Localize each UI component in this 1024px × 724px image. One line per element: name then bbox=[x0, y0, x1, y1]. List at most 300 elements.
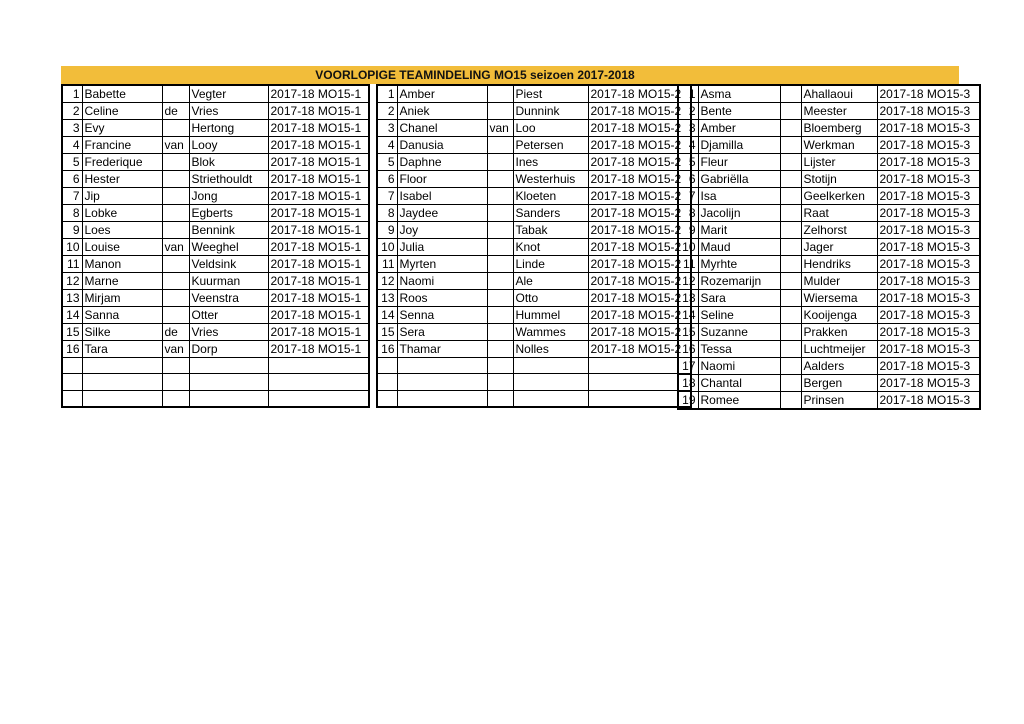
first-name: Babette bbox=[82, 85, 162, 103]
row-number: 4 bbox=[678, 137, 698, 154]
last-name: Hummel bbox=[513, 307, 588, 324]
name-prefix bbox=[162, 85, 189, 103]
first-name: Djamilla bbox=[698, 137, 780, 154]
team-name: 2017-18 MO15-3 bbox=[877, 273, 980, 290]
row-number bbox=[377, 358, 397, 374]
team-name: 2017-18 MO15-1 bbox=[268, 120, 369, 137]
team-name: 2017-18 MO15-1 bbox=[268, 307, 369, 324]
table-row bbox=[62, 307, 369, 324]
first-name: Marne bbox=[82, 273, 162, 290]
last-name: Geelkerken bbox=[801, 188, 877, 205]
name-prefix: van bbox=[487, 120, 513, 137]
last-name: Veldsink bbox=[189, 256, 268, 273]
first-name: Romee bbox=[698, 392, 780, 410]
row-number: 1 bbox=[387, 87, 395, 101]
name-prefix bbox=[780, 154, 801, 171]
name-prefix bbox=[487, 137, 513, 154]
table-row bbox=[678, 154, 980, 171]
first-name: Naomi bbox=[698, 358, 780, 375]
table-row bbox=[377, 137, 691, 154]
table-row bbox=[62, 205, 369, 222]
name-prefix bbox=[162, 222, 189, 239]
row-number: 11 bbox=[678, 256, 698, 273]
row-number: 4 bbox=[62, 137, 82, 154]
table-row bbox=[62, 374, 369, 390]
table-row bbox=[377, 154, 691, 171]
row-number: 11 bbox=[62, 256, 82, 273]
name-prefix bbox=[487, 358, 513, 374]
first-name: Sara bbox=[698, 290, 780, 307]
table-row bbox=[62, 324, 369, 341]
name-prefix: de bbox=[162, 324, 189, 341]
name-prefix bbox=[780, 324, 801, 341]
row-number: 12 bbox=[62, 273, 82, 290]
table-row bbox=[678, 103, 980, 120]
name-prefix bbox=[162, 358, 189, 374]
name-prefix: van bbox=[162, 239, 189, 256]
last-name: Ahallaoui bbox=[801, 85, 877, 103]
table-row bbox=[678, 290, 980, 307]
team-name: 2017-18 MO15-2 bbox=[588, 103, 691, 120]
first-name: Senna bbox=[397, 307, 487, 324]
row-number: 10 bbox=[62, 239, 82, 256]
team-name: 2017-18 MO15-2 bbox=[588, 137, 691, 154]
name-prefix bbox=[162, 154, 189, 171]
name-prefix bbox=[780, 85, 801, 103]
first-name: Fleur bbox=[698, 154, 780, 171]
table-row bbox=[377, 358, 691, 374]
team-name: 2017-18 MO15-1 bbox=[268, 85, 369, 103]
name-prefix bbox=[162, 390, 189, 406]
table-row bbox=[62, 171, 369, 188]
last-name: Aalders bbox=[801, 358, 877, 375]
page-title: VOORLOPIGE TEAMINDELING MO15 seizoen 2017-2018 bbox=[315, 68, 635, 82]
team-name: 2017-18 MO15-2 bbox=[588, 273, 691, 290]
first-name: Jacolijn bbox=[698, 205, 780, 222]
name-prefix bbox=[162, 290, 189, 307]
first-name: Hester bbox=[82, 171, 162, 188]
last-name: Dunnink bbox=[513, 103, 588, 120]
row-number: 11 bbox=[377, 256, 397, 273]
team-name: 2017-18 MO15-1 bbox=[268, 341, 369, 358]
last-name: Wammes bbox=[513, 324, 588, 341]
table-row bbox=[62, 239, 369, 256]
team-name: 2017-18 MO15-1 bbox=[268, 205, 369, 222]
last-name: Stotijn bbox=[801, 171, 877, 188]
table-row bbox=[377, 256, 691, 273]
team-name: 2017-18 MO15-3 bbox=[877, 307, 980, 324]
table-row bbox=[62, 341, 369, 358]
table-row bbox=[678, 324, 980, 341]
last-name: Prinsen bbox=[801, 392, 877, 410]
row-number: 15 bbox=[377, 324, 397, 341]
last-name: Linde bbox=[513, 256, 588, 273]
first-name: Jip bbox=[82, 188, 162, 205]
first-name: Silke bbox=[82, 324, 162, 341]
last-name: Bergen bbox=[801, 375, 877, 392]
last-name: Lijster bbox=[801, 154, 877, 171]
first-name: Isabel bbox=[397, 188, 487, 205]
table-row bbox=[62, 188, 369, 205]
table-row bbox=[62, 290, 369, 307]
team-name: 2017-18 MO15-1 bbox=[268, 137, 369, 154]
table-row bbox=[678, 375, 980, 392]
table-row bbox=[377, 324, 691, 341]
team-name: 2017-18 MO15-2 bbox=[588, 188, 691, 205]
row-number: 1 bbox=[688, 87, 696, 101]
name-prefix bbox=[780, 120, 801, 137]
last-name: Veenstra bbox=[189, 290, 268, 307]
team-table-mo15-2 bbox=[376, 84, 692, 408]
team-name: 2017-18 MO15-2 bbox=[588, 205, 691, 222]
table-row bbox=[62, 154, 369, 171]
row-number: 14 bbox=[678, 307, 698, 324]
first-name: Suzanne bbox=[698, 324, 780, 341]
row-number bbox=[377, 374, 397, 390]
name-prefix bbox=[487, 103, 513, 120]
name-prefix bbox=[487, 171, 513, 188]
name-prefix: de bbox=[162, 103, 189, 120]
last-name bbox=[513, 374, 588, 390]
name-prefix bbox=[487, 188, 513, 205]
first-name: Sanna bbox=[82, 307, 162, 324]
table-row bbox=[678, 85, 980, 103]
last-name bbox=[189, 374, 268, 390]
row-number: 16 bbox=[678, 341, 698, 358]
first-name: Jaydee bbox=[397, 205, 487, 222]
last-name: Hertong bbox=[189, 120, 268, 137]
team-name: 2017-18 MO15-1 bbox=[268, 171, 369, 188]
last-name: Looy bbox=[189, 137, 268, 154]
row-number: 1 bbox=[72, 87, 80, 101]
team-name: 2017-18 MO15-3 bbox=[877, 137, 980, 154]
first-name: Maud bbox=[698, 239, 780, 256]
team-name: 2017-18 MO15-3 bbox=[877, 290, 980, 307]
last-name: Raat bbox=[801, 205, 877, 222]
last-name: Ale bbox=[513, 273, 588, 290]
last-name: Hendriks bbox=[801, 256, 877, 273]
row-number: 5 bbox=[377, 154, 397, 171]
row-number: 6 bbox=[678, 171, 698, 188]
row-number: 13 bbox=[62, 290, 82, 307]
row-number: 14 bbox=[377, 307, 397, 324]
name-prefix bbox=[780, 256, 801, 273]
table-row bbox=[678, 392, 980, 410]
last-name: Knot bbox=[513, 239, 588, 256]
table-row bbox=[377, 390, 691, 406]
row-number: 6 bbox=[62, 171, 82, 188]
team-name: 2017-18 MO15-2 bbox=[588, 85, 691, 103]
table-row bbox=[678, 307, 980, 324]
team-name: 2017-18 MO15-3 bbox=[877, 154, 980, 171]
team-name: 2017-18 MO15-3 bbox=[877, 120, 980, 137]
row-number: 16 bbox=[62, 341, 82, 358]
row-number: 15 bbox=[62, 324, 82, 341]
name-prefix bbox=[780, 341, 801, 358]
table-row bbox=[678, 120, 980, 137]
row-number: 10 bbox=[678, 239, 698, 256]
last-name: Kooijenga bbox=[801, 307, 877, 324]
team-name: 2017-18 MO15-3 bbox=[877, 103, 980, 120]
name-prefix bbox=[162, 188, 189, 205]
last-name: Vries bbox=[189, 324, 268, 341]
table-row bbox=[678, 273, 980, 290]
table-row bbox=[377, 222, 691, 239]
team-name: 2017-18 MO15-1 bbox=[268, 103, 369, 120]
name-prefix bbox=[162, 205, 189, 222]
table-row bbox=[62, 120, 369, 137]
first-name: Louise bbox=[82, 239, 162, 256]
table-row bbox=[62, 85, 369, 103]
row-number: 9 bbox=[62, 222, 82, 239]
first-name: Danusia bbox=[397, 137, 487, 154]
row-number: 8 bbox=[62, 205, 82, 222]
first-name: Amber bbox=[397, 85, 487, 103]
last-name: Bennink bbox=[189, 222, 268, 239]
name-prefix bbox=[487, 290, 513, 307]
row-number: 13 bbox=[377, 290, 397, 307]
last-name: Meester bbox=[801, 103, 877, 120]
first-name: Sera bbox=[397, 324, 487, 341]
team-name: 2017-18 MO15-2 bbox=[588, 307, 691, 324]
table-row bbox=[62, 103, 369, 120]
row-number: 18 bbox=[678, 375, 698, 392]
table-row bbox=[62, 273, 369, 290]
row-number: 3 bbox=[377, 120, 397, 137]
team-name: 2017-18 MO15-3 bbox=[877, 341, 980, 358]
first-name bbox=[397, 374, 487, 390]
row-number: 17 bbox=[678, 358, 698, 375]
team-name: 2017-18 MO15-1 bbox=[268, 188, 369, 205]
table-row bbox=[678, 239, 980, 256]
name-prefix bbox=[487, 256, 513, 273]
table-row bbox=[678, 222, 980, 239]
last-name: Egberts bbox=[189, 205, 268, 222]
first-name: Chantal bbox=[698, 375, 780, 392]
first-name: Mirjam bbox=[82, 290, 162, 307]
row-number bbox=[62, 390, 82, 406]
first-name bbox=[82, 374, 162, 390]
name-prefix bbox=[487, 374, 513, 390]
table-row bbox=[678, 205, 980, 222]
last-name: Vegter bbox=[189, 85, 268, 103]
last-name bbox=[513, 358, 588, 374]
last-name: Dorp bbox=[189, 341, 268, 358]
table-row bbox=[377, 239, 691, 256]
row-number bbox=[62, 374, 82, 390]
name-prefix bbox=[780, 239, 801, 256]
table-row bbox=[678, 358, 980, 375]
last-name: Weeghel bbox=[189, 239, 268, 256]
row-number: 5 bbox=[678, 154, 698, 171]
team-name: 2017-18 MO15-2 bbox=[588, 171, 691, 188]
name-prefix bbox=[487, 273, 513, 290]
name-prefix bbox=[487, 154, 513, 171]
table-row bbox=[377, 188, 691, 205]
team-name bbox=[588, 358, 691, 374]
name-prefix bbox=[162, 273, 189, 290]
first-name: Manon bbox=[82, 256, 162, 273]
first-name: Rozemarijn bbox=[698, 273, 780, 290]
name-prefix bbox=[487, 205, 513, 222]
last-name: Otter bbox=[189, 307, 268, 324]
first-name: Asma bbox=[698, 85, 780, 103]
team-name: 2017-18 MO15-3 bbox=[877, 256, 980, 273]
row-number: 2 bbox=[678, 103, 698, 120]
last-name: Vries bbox=[189, 103, 268, 120]
name-prefix bbox=[487, 324, 513, 341]
last-name: Zelhorst bbox=[801, 222, 877, 239]
first-name: Floor bbox=[397, 171, 487, 188]
team-name: 2017-18 MO15-3 bbox=[877, 392, 980, 410]
first-name: Frederique bbox=[82, 154, 162, 171]
last-name: Striethouldt bbox=[189, 171, 268, 188]
name-prefix bbox=[780, 392, 801, 410]
last-name: Tabak bbox=[513, 222, 588, 239]
row-number: 4 bbox=[377, 137, 397, 154]
team-name: 2017-18 MO15-1 bbox=[268, 222, 369, 239]
last-name: Jager bbox=[801, 239, 877, 256]
row-number: 8 bbox=[678, 205, 698, 222]
team-name: 2017-18 MO15-2 bbox=[588, 341, 691, 358]
team-name: 2017-18 MO15-1 bbox=[268, 239, 369, 256]
row-number: 5 bbox=[62, 154, 82, 171]
name-prefix bbox=[780, 222, 801, 239]
first-name bbox=[82, 358, 162, 374]
first-name: Marit bbox=[698, 222, 780, 239]
row-number: 12 bbox=[678, 273, 698, 290]
row-number: 2 bbox=[62, 103, 82, 120]
last-name: Petersen bbox=[513, 137, 588, 154]
last-name: Piest bbox=[513, 85, 588, 103]
first-name: Tessa bbox=[698, 341, 780, 358]
table-row bbox=[678, 341, 980, 358]
last-name: Bloemberg bbox=[801, 120, 877, 137]
team-name: 2017-18 MO15-2 bbox=[588, 154, 691, 171]
team-name: 2017-18 MO15-3 bbox=[877, 205, 980, 222]
name-prefix bbox=[162, 374, 189, 390]
name-prefix bbox=[780, 171, 801, 188]
table-row bbox=[62, 358, 369, 374]
last-name bbox=[189, 390, 268, 406]
last-name: Nolles bbox=[513, 341, 588, 358]
name-prefix bbox=[780, 375, 801, 392]
name-prefix bbox=[487, 85, 513, 103]
name-prefix bbox=[162, 307, 189, 324]
team-name: 2017-18 MO15-2 bbox=[588, 290, 691, 307]
row-number: 15 bbox=[678, 324, 698, 341]
team-name: 2017-18 MO15-3 bbox=[877, 239, 980, 256]
first-name: Isa bbox=[698, 188, 780, 205]
team-name: 2017-18 MO15-3 bbox=[877, 222, 980, 239]
team-name bbox=[268, 358, 369, 374]
first-name: Joy bbox=[397, 222, 487, 239]
first-name: Myrhte bbox=[698, 256, 780, 273]
table-row bbox=[377, 307, 691, 324]
name-prefix bbox=[780, 188, 801, 205]
last-name: Kloeten bbox=[513, 188, 588, 205]
table-row bbox=[377, 205, 691, 222]
first-name: Lobke bbox=[82, 205, 162, 222]
team-name: 2017-18 MO15-1 bbox=[268, 290, 369, 307]
last-name: Otto bbox=[513, 290, 588, 307]
team-name bbox=[268, 390, 369, 406]
team-name: 2017-18 MO15-3 bbox=[877, 375, 980, 392]
table-row bbox=[62, 390, 369, 406]
row-number bbox=[377, 390, 397, 406]
first-name: Seline bbox=[698, 307, 780, 324]
table-row bbox=[678, 171, 980, 188]
first-name: Evy bbox=[82, 120, 162, 137]
last-name bbox=[513, 390, 588, 406]
team-name bbox=[588, 374, 691, 390]
name-prefix bbox=[162, 256, 189, 273]
last-name: Loo bbox=[513, 120, 588, 137]
first-name: Celine bbox=[82, 103, 162, 120]
first-name: Naomi bbox=[397, 273, 487, 290]
row-number: 7 bbox=[377, 188, 397, 205]
team-table-mo15-3 bbox=[677, 84, 981, 410]
row-number: 9 bbox=[678, 222, 698, 239]
name-prefix bbox=[780, 307, 801, 324]
team-name: 2017-18 MO15-3 bbox=[877, 358, 980, 375]
team-name: 2017-18 MO15-3 bbox=[877, 188, 980, 205]
row-number: 19 bbox=[678, 392, 698, 410]
row-number bbox=[62, 358, 82, 374]
name-prefix bbox=[162, 171, 189, 188]
first-name: Thamar bbox=[397, 341, 487, 358]
name-prefix bbox=[487, 341, 513, 358]
table-row bbox=[678, 256, 980, 273]
team-name: 2017-18 MO15-1 bbox=[268, 154, 369, 171]
table-row bbox=[62, 256, 369, 273]
first-name: Loes bbox=[82, 222, 162, 239]
row-number: 9 bbox=[377, 222, 397, 239]
name-prefix bbox=[780, 358, 801, 375]
name-prefix bbox=[487, 239, 513, 256]
row-number: 7 bbox=[678, 188, 698, 205]
last-name: Westerhuis bbox=[513, 171, 588, 188]
row-number: 6 bbox=[377, 171, 397, 188]
last-name: Wiersema bbox=[801, 290, 877, 307]
row-number: 10 bbox=[377, 239, 397, 256]
table-row bbox=[377, 85, 691, 103]
name-prefix bbox=[780, 273, 801, 290]
last-name: Luchtmeijer bbox=[801, 341, 877, 358]
name-prefix bbox=[487, 390, 513, 406]
team-name bbox=[268, 374, 369, 390]
last-name: Mulder bbox=[801, 273, 877, 290]
row-number: 16 bbox=[377, 341, 397, 358]
team-name: 2017-18 MO15-2 bbox=[588, 239, 691, 256]
name-prefix bbox=[780, 290, 801, 307]
last-name: Prakken bbox=[801, 324, 877, 341]
row-number: 3 bbox=[678, 120, 698, 137]
row-number: 13 bbox=[678, 290, 698, 307]
name-prefix bbox=[780, 103, 801, 120]
table-row bbox=[678, 137, 980, 154]
row-number: 7 bbox=[62, 188, 82, 205]
name-prefix bbox=[780, 205, 801, 222]
table-row bbox=[377, 171, 691, 188]
row-number: 2 bbox=[377, 103, 397, 120]
row-number: 14 bbox=[62, 307, 82, 324]
first-name: Myrten bbox=[397, 256, 487, 273]
table-row bbox=[62, 137, 369, 154]
table-row bbox=[62, 222, 369, 239]
team-name bbox=[588, 390, 691, 406]
table-row bbox=[377, 341, 691, 358]
